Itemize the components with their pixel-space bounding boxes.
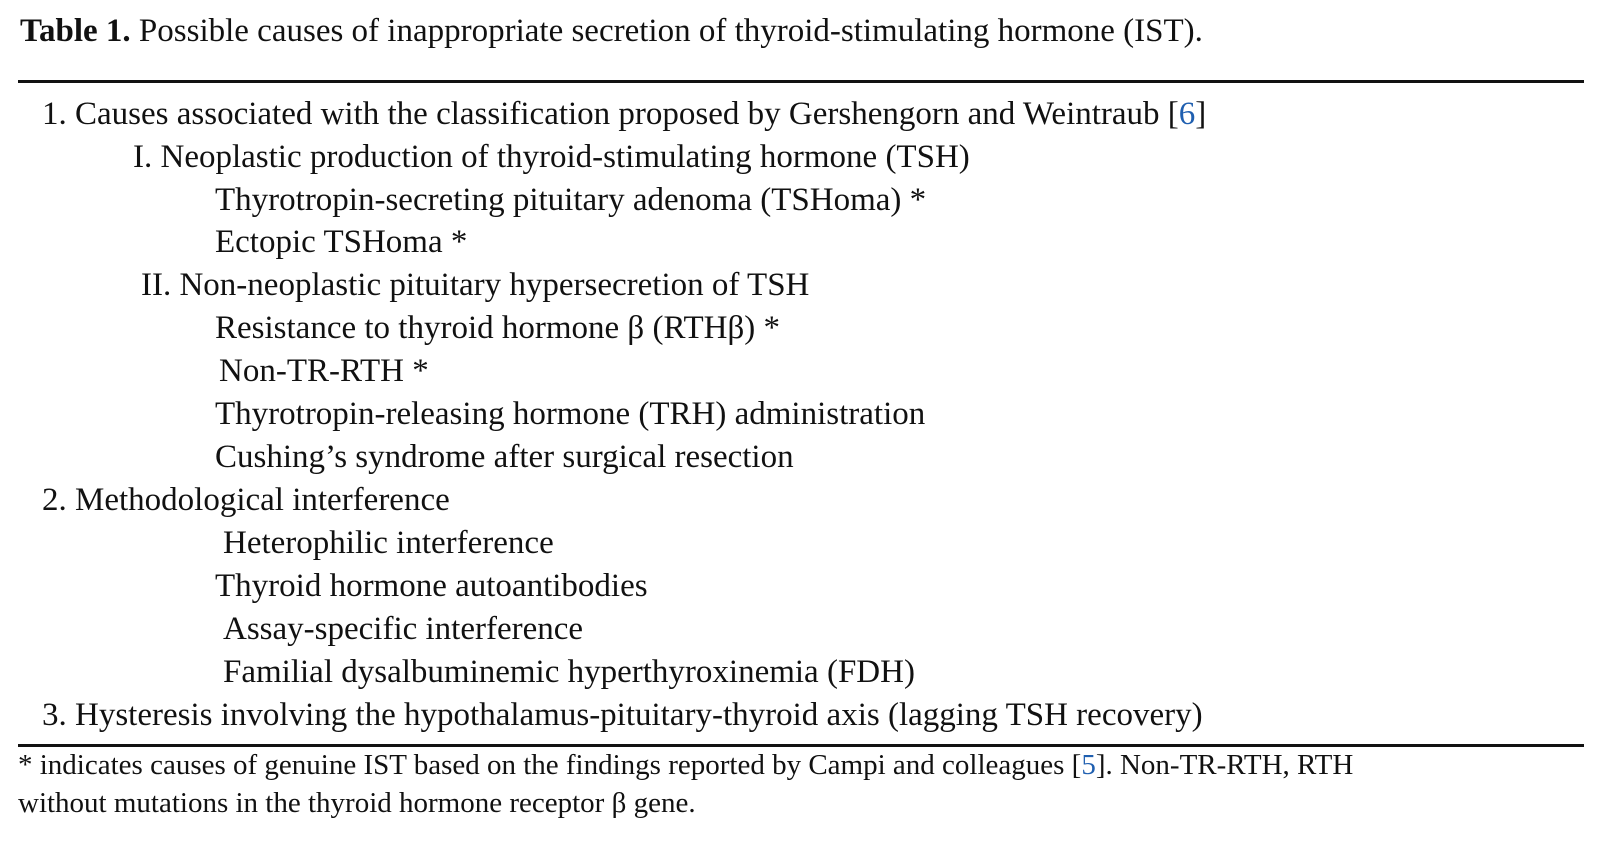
caption-label: Table 1. — [20, 13, 131, 49]
citation-link[interactable]: 6 — [1178, 96, 1196, 132]
table-row: Thyrotropin-releasing hormone (TRH) administration — [215, 396, 926, 432]
table-row: I. Neoplastic production of thyroid-stimulating hormone (TSH) — [133, 139, 970, 175]
table-row: Ectopic TSHoma * — [215, 224, 468, 260]
table-row: Non-TR-RTH * — [219, 353, 429, 389]
table-row: Resistance to thyroid hormone β (RTHβ) * — [215, 310, 780, 346]
row-text: 1. Causes associated with the classification proposed by Gershengorn and Weintraub [ — [42, 96, 1179, 132]
row-text-end: ] — [1195, 96, 1207, 132]
table-row: Assay-specific interference — [223, 611, 584, 647]
table-row: Cushing’s syndrome after surgical resection — [215, 439, 794, 475]
caption-text: Possible causes of inappropriate secretion of thyroid-stimulating hormone (IST). — [138, 13, 1203, 49]
citation-link[interactable]: 5 — [1081, 749, 1096, 781]
table-row: Thyrotropin-secreting pituitary adenoma (TSHoma) * — [215, 182, 927, 218]
table-row: Heterophilic interference — [223, 525, 554, 561]
footnote-text: * indicates causes of genuine IST based on the findings reported by Campi and colleagues [ — [18, 749, 1082, 781]
footnote-text-end: ]. Non-TR-RTH, RTH — [1095, 749, 1354, 781]
table-caption — [20, 10, 1203, 52]
table-row: 3. Hysteresis involving the hypothalamus-pituitary-thyroid axis (lagging TSH recovery) — [42, 697, 1203, 733]
table-row: 2. Methodological interference — [42, 482, 450, 518]
table-row: Thyroid hormone autoantibodies — [215, 568, 648, 604]
table-row: Familial dysalbuminemic hyperthyroxinemia (FDH) — [223, 654, 915, 690]
footnote-line-2: without mutations in the thyroid hormone receptor β gene. — [18, 787, 696, 819]
table-row — [42, 93, 1206, 135]
table-top-rule — [18, 80, 1584, 83]
table-row: II. Non-neoplastic pituitary hypersecretion of TSH — [141, 267, 810, 303]
footnote-line-1 — [18, 746, 1353, 784]
